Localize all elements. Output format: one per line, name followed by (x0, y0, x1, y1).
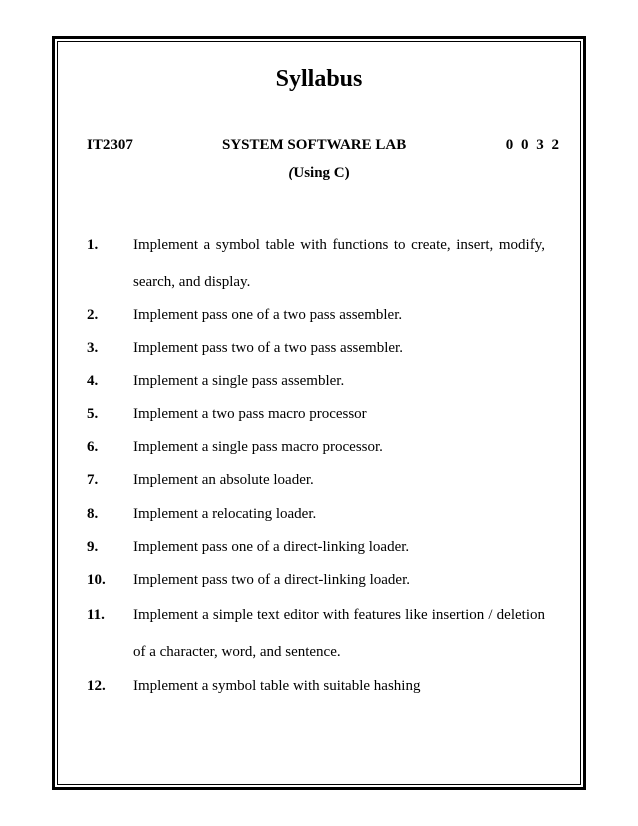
list-item-text: Implement pass two of a two pass assembler. (133, 340, 403, 356)
list-item (87, 437, 545, 457)
list-item-number: 3. (87, 340, 99, 356)
list-item (87, 371, 545, 391)
list-item-text: Implement a relocating loader. (133, 506, 317, 522)
list-item-number: 12. (87, 678, 106, 694)
list-item-text: Implement a simple text editor with features like insertion / deletion of a character, word, and sentence. (133, 607, 545, 660)
list-item-number: 8. (87, 506, 99, 522)
course-name: SYSTEM SOFTWARE LAB (222, 137, 407, 153)
course-credits: 0 0 3 2 (505, 137, 559, 153)
list-item (87, 470, 545, 490)
list-item (87, 676, 545, 696)
list-item-number: 2. (87, 307, 99, 323)
list-item-number: 9. (87, 539, 99, 555)
list-item (87, 305, 545, 325)
list-item (87, 235, 545, 295)
course-subtitle (0, 163, 638, 183)
list-item (87, 504, 545, 524)
list-item-text: Implement a single pass macro processor. (133, 439, 383, 455)
list-item-number: 4. (87, 373, 99, 389)
list-item-text: Implement pass one of a two pass assembler. (133, 307, 403, 323)
course-code: IT2307 (87, 137, 133, 153)
list-item-number: 11. (87, 607, 105, 623)
list-item-text: Implement a two pass macro processor (133, 406, 367, 422)
list-item-text: Implement a symbol table with functions to create, insert, modify, search, and display. (133, 237, 545, 290)
list-item (87, 570, 545, 590)
list-item (87, 537, 545, 557)
list-item (87, 338, 545, 358)
list-item-text: Implement an absolute loader. (133, 472, 314, 488)
list-item-number: 5. (87, 406, 99, 422)
list-item-number: 7. (87, 472, 99, 488)
page-title: Syllabus (275, 66, 363, 92)
list-item (87, 605, 545, 665)
list-item-number: 1. (87, 237, 99, 253)
subtitle-open-paren: ( (288, 165, 294, 181)
list-item-number: 6. (87, 439, 99, 455)
list-item-number: 10. (87, 572, 106, 588)
course-header (87, 135, 559, 155)
list-item-text: Implement pass one of a direct-linking loader. (133, 539, 410, 555)
list-item-text: Implement a symbol table with suitable hashing (133, 678, 421, 694)
list-item-text: Implement pass two of a direct-linking loader. (133, 572, 411, 588)
list-item (87, 404, 545, 424)
list-item-text: Implement a single pass assembler. (133, 373, 345, 389)
subtitle-text: Using C) (293, 165, 350, 181)
